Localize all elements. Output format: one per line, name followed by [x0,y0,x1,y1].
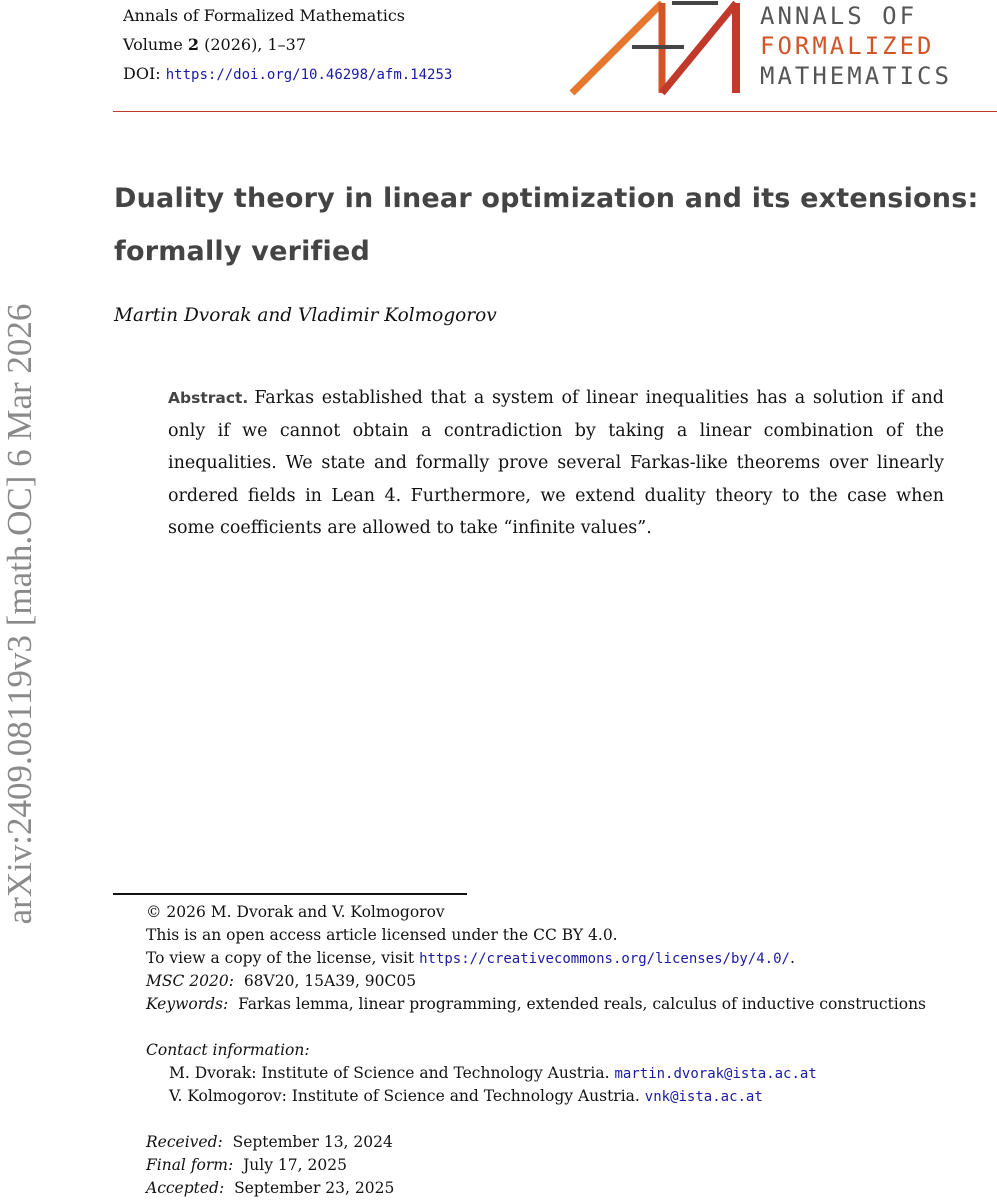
logo-text-line2: FORMALIZED [760,32,935,60]
volume-number: 2 [187,35,200,54]
abstract [168,382,944,545]
abstract-text: Farkas established that a system of linear inequalities has a solution if and only if we cannot obtain a contradiction by taking a linear combination of the inequalities. We state and formally prove several Farkas-like theorems over linearly ordered fields in Lean 4. Furthermore, we extend duality theory to the case when some coefficients are allowed to take “infinite values”. [168,388,944,538]
header-rule [113,111,997,112]
received-value: September 13, 2024 [232,1133,393,1151]
license-view-line [146,948,795,969]
volume-line [123,35,306,55]
final-form-value: July 17, 2025 [243,1156,347,1174]
contact-kolmogorov-text: V. Kolmogorov: Institute of Science and Technology Austria. [169,1087,645,1105]
contact-label-text: Contact information: [146,1041,310,1059]
final-form-line [146,1155,347,1175]
keywords-label: Keywords: [146,995,229,1013]
logo-text-line3: MATHEMATICS [760,62,952,90]
license-link[interactable]: https://creativecommons.org/licenses/by/4.0/ [419,951,790,967]
received-line [146,1132,393,1152]
email-dvorak-link[interactable]: martin.dvorak@ista.ac.at [614,1066,817,1082]
volume-prefix: Volume [123,35,188,54]
email-kolmogorov-link[interactable]: vnk@ista.ac.at [644,1089,763,1105]
paper-title-line2: formally verified [114,236,370,267]
accepted-label: Accepted: [146,1179,225,1197]
author-list: Martin Dvorak and Vladimir Kolmogorov [114,305,497,326]
contact-dvorak-text: M. Dvorak: Institute of Science and Technology Austria. [169,1064,615,1082]
accepted-value: September 23, 2025 [234,1179,395,1197]
contact-kolmogorov [169,1086,763,1107]
license-view-prefix: To view a copy of the license, visit [146,949,420,967]
journal-name: Annals of Formalized Mathematics [123,6,405,25]
accepted-line [146,1178,394,1198]
final-form-label: Final form: [146,1156,234,1174]
volume-suffix: (2026), 1–37 [199,35,307,54]
keywords-value: Farkas lemma, linear programming, extended reals, calculus of inductive constructions [238,995,927,1013]
received-label: Received: [146,1133,223,1151]
doi-label: DOI: [123,64,166,83]
license-line: This is an open access article licensed under the CC BY 4.0. [146,926,618,944]
footnote-rule [113,893,467,895]
copyright-line: © 2026 M. Dvorak and V. Kolmogorov [146,903,445,921]
journal-logo-icon [568,0,748,98]
doi-line [123,64,452,85]
abstract-label: Abstract. [168,389,249,407]
contact-label [146,1040,310,1060]
contact-dvorak [169,1063,817,1084]
msc-value: 68V20, 15A39, 90C05 [243,972,417,990]
keywords-line [146,994,926,1014]
arxiv-side-stamp: arXiv:2409.08119v3 [math.OC] 6 Mar 2026 [0,303,39,925]
doi-link[interactable]: https://doi.org/10.46298/afm.14253 [165,67,453,83]
msc-line [146,971,416,991]
paper-title-line1: Duality theory in linear optimization and its extensions: [114,183,979,214]
msc-label: MSC 2020: [146,972,234,990]
license-view-suffix: . [789,949,795,967]
logo-text-line1: ANNALS OF [760,2,918,30]
